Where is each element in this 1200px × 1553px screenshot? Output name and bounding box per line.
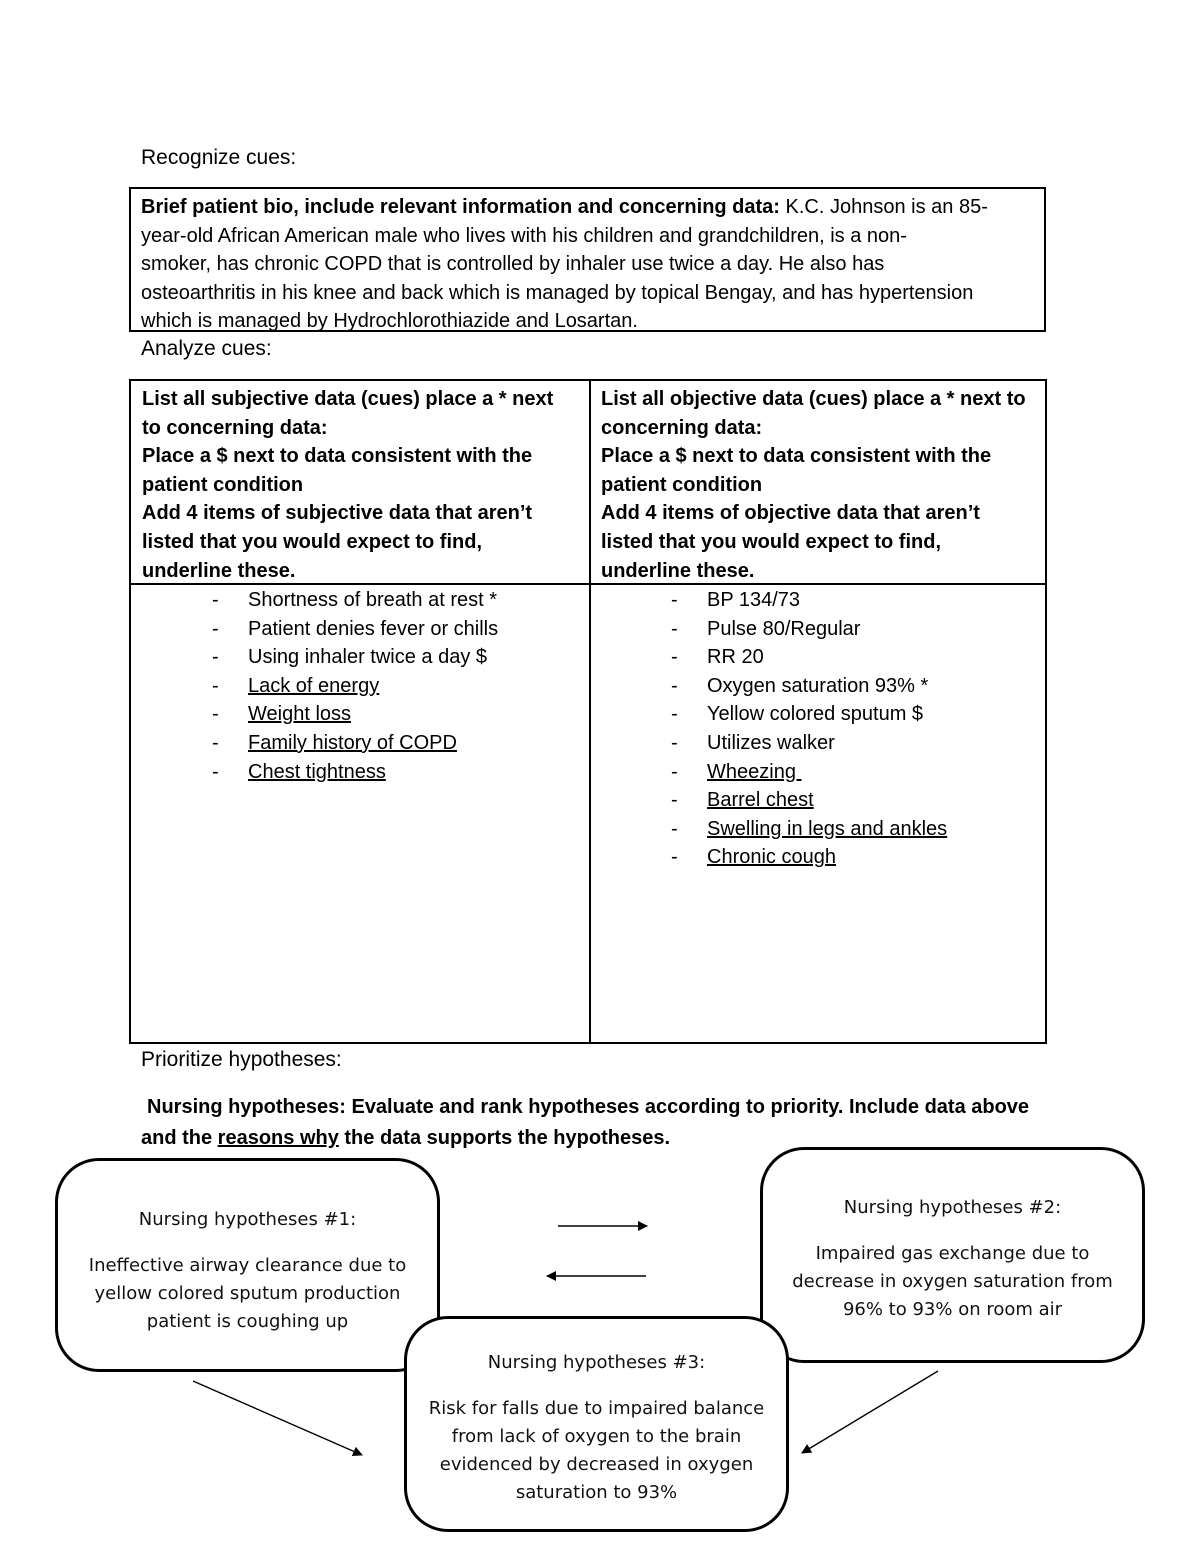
hypothesis-3-line: evidenced by decreased in oxygen bbox=[439, 1454, 754, 1475]
subjective-header-line: patient condition bbox=[142, 473, 304, 496]
hypothesis-2-line: 96% to 93% on room air bbox=[842, 1299, 1063, 1320]
hypothesis-1-line: yellow colored sputum production bbox=[94, 1283, 401, 1304]
objective-item: - RR 20 bbox=[671, 643, 947, 672]
analyze-cues-label: Analyze cues: bbox=[141, 337, 272, 360]
objective-item: - Swelling in legs and ankles bbox=[671, 815, 947, 844]
objective-header-line: Place a $ next to data consistent with the bbox=[601, 445, 992, 468]
objective-item: - Barrel chest bbox=[671, 786, 947, 815]
subjective-header-line: List all subjective data (cues) place a * next bbox=[142, 388, 554, 410]
hypothesis-2-line: Impaired gas exchange due to bbox=[815, 1243, 1090, 1264]
prioritize-hypotheses-label: Prioritize hypotheses: bbox=[141, 1048, 342, 1071]
subjective-item: - Weight loss bbox=[212, 700, 498, 729]
hypothesis-3-line: from lack of oxygen to the brain bbox=[451, 1426, 742, 1447]
hypothesis-3-box bbox=[404, 1316, 789, 1532]
hypothesis-3-title: Nursing hypotheses #3: bbox=[487, 1352, 706, 1373]
recognize-cues-label: Recognize cues: bbox=[141, 146, 297, 169]
hypothesis-1-line: patient is coughing up bbox=[146, 1311, 349, 1332]
bio-text-1: K.C. Johnson is an 85- bbox=[779, 196, 988, 218]
subjective-header-line: Place a $ next to data consistent with the bbox=[142, 445, 533, 468]
hypothesis-1-title: Nursing hypotheses #1: bbox=[138, 1209, 357, 1230]
objective-header-line: Add 4 items of objective data that aren’t bbox=[601, 502, 980, 525]
hypothesis-2-line: decrease in oxygen saturation from bbox=[792, 1271, 1113, 1292]
subjective-header-line: listed that you would expect to find, bbox=[142, 530, 483, 553]
subjective-header-line: to concerning data: bbox=[142, 416, 328, 439]
objective-header-line: underline these. bbox=[601, 559, 755, 582]
hypothesis-2-title: Nursing hypotheses #2: bbox=[843, 1197, 1062, 1218]
bio-line-2: year-old African American male who lives with his children and grandchildren, is a non- bbox=[141, 224, 907, 247]
objective-item: - Pulse 80/Regular bbox=[671, 615, 947, 644]
bio-lead: Brief patient bio, include relevant information and concerning data: bbox=[141, 196, 780, 218]
subjective-item: - Shortness of breath at rest * bbox=[212, 586, 498, 615]
bio-line-5: which is managed by Hydrochlorothiazide and Losartan. bbox=[141, 310, 638, 333]
subjective-header-line: underline these. bbox=[142, 559, 296, 582]
arrow-h1-to-h3 bbox=[193, 1381, 362, 1455]
subjective-item: - Lack of energy bbox=[212, 672, 498, 701]
subjective-item: - Chest tightness bbox=[212, 758, 498, 787]
objective-item: - Oxygen saturation 93% * bbox=[671, 672, 947, 701]
objective-header-line: patient condition bbox=[601, 473, 763, 496]
objective-item: - Utilizes walker bbox=[671, 729, 947, 758]
hypotheses-instruction-line-2: and the reasons why the data supports the hypotheses. bbox=[141, 1127, 671, 1149]
hypothesis-1-line: Ineffective airway clearance due to bbox=[88, 1255, 407, 1276]
objective-header-line: listed that you would expect to find, bbox=[601, 530, 942, 553]
subjective-item: - Patient denies fever or chills bbox=[212, 615, 498, 644]
objective-header-line: concerning data: bbox=[601, 416, 763, 439]
hypothesis-1-box bbox=[55, 1158, 440, 1372]
subjective-item: - Family history of COPD bbox=[212, 729, 498, 758]
bio-line-4: osteoarthritis in his knee and back which is managed by topical Bengay, and has hypertension bbox=[141, 281, 974, 304]
hypothesis-3-line: saturation to 93% bbox=[515, 1482, 678, 1503]
subjective-header-line: Add 4 items of subjective data that aren’t bbox=[142, 502, 533, 525]
hypothesis-2-box bbox=[760, 1147, 1145, 1363]
arrow-h2-to-h3 bbox=[802, 1371, 938, 1453]
bio-line-3: smoker, has chronic COPD that is controlled by inhaler use twice a day. He also has bbox=[141, 253, 885, 276]
objective-item: - Yellow colored sputum $ bbox=[671, 700, 947, 729]
objective-item: - BP 134/73 bbox=[671, 586, 947, 615]
hypotheses-instruction-line-1: Nursing hypotheses: Evaluate and rank hypotheses according to priority. Include data above bbox=[147, 1096, 1030, 1118]
hypothesis-3-line: Risk for falls due to impaired balance bbox=[428, 1398, 765, 1419]
subjective-item: - Using inhaler twice a day $ bbox=[212, 643, 498, 672]
reasons-why-text: reasons why bbox=[217, 1127, 339, 1149]
objective-item: - Wheezing bbox=[671, 758, 947, 787]
objective-item: - Chronic cough bbox=[671, 843, 947, 872]
objective-header-line: List all objective data (cues) place a * next to bbox=[601, 388, 1026, 410]
